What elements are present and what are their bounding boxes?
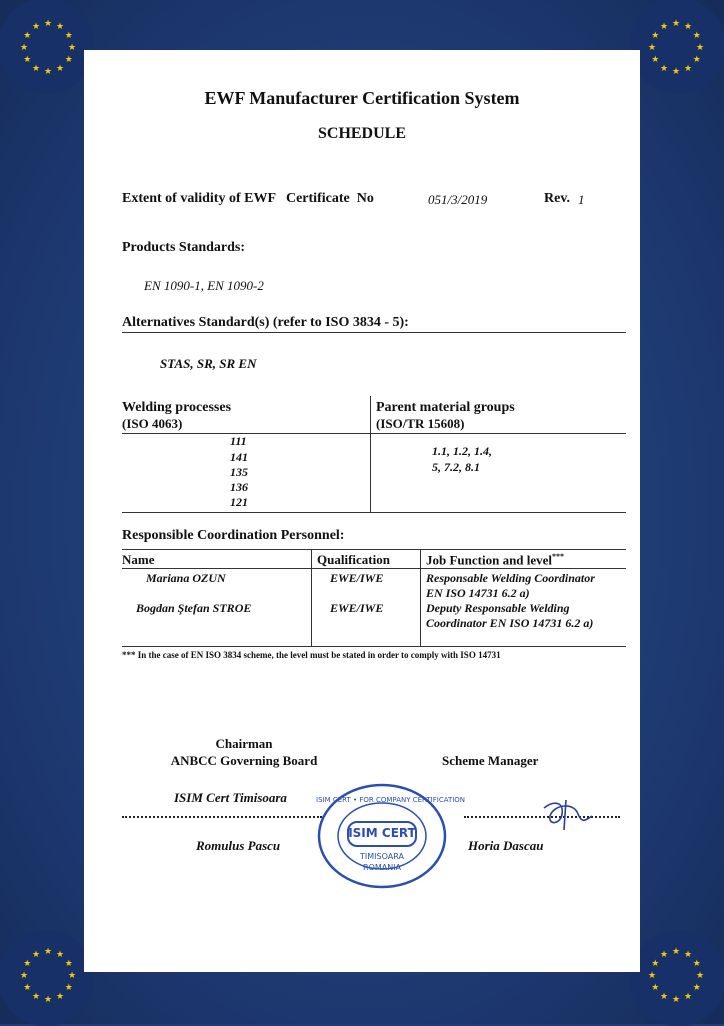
star-icon: ★ (32, 950, 41, 961)
certificate-label: Extent of validity of EWF Certificate No (122, 191, 374, 206)
star-icon: ★ (672, 995, 681, 1005)
personnel-column-divider (311, 550, 312, 646)
star-icon: ★ (23, 31, 32, 41)
process-code: 135 (230, 465, 248, 479)
process-code: 141 (230, 450, 248, 464)
products-heading: Products Standards: (122, 240, 246, 255)
person-name: Bogdan Ştefan STROE (136, 601, 252, 615)
chairman-title: Chairman (215, 736, 273, 751)
eu-stars-icon (636, 8, 716, 88)
star-icon: ★ (692, 959, 701, 969)
document-title: EWF Manufacturer Certification System (204, 88, 520, 108)
star-icon: ★ (56, 22, 65, 33)
document-subtitle: SCHEDULE (317, 125, 407, 142)
star-icon: ★ (684, 22, 693, 33)
table-header-divider (122, 433, 626, 434)
star-icon: ★ (20, 43, 29, 53)
person-job: Coordinator EN ISO 14731 6.2 a) (426, 616, 594, 630)
chairman-name: Romulus Pascu (196, 838, 281, 853)
stamp-country: ROMANIA (362, 863, 402, 872)
stamp-center-text: ISIM CERT (348, 826, 416, 840)
star-icon: ★ (672, 947, 681, 957)
star-icon: ★ (44, 947, 53, 957)
person-job: Responsable Welding Coordinator (426, 571, 595, 585)
star-icon: ★ (56, 991, 65, 1002)
stamp-city: TIMISOARA (360, 852, 404, 861)
manager-name: Horia Dascau (468, 838, 544, 853)
certificate-number: 051/3/2019 (428, 192, 488, 207)
personnel-column-divider (420, 550, 421, 646)
eu-stars-icon (636, 936, 716, 1016)
star-icon: ★ (672, 19, 681, 29)
star-icon: ★ (20, 971, 29, 981)
star-icon: ★ (648, 43, 657, 53)
star-icon: ★ (44, 995, 53, 1005)
eu-stars-icon (8, 8, 88, 88)
material-groups: 1.1, 1.2, 1.4, (432, 444, 492, 458)
star-icon: ★ (32, 991, 41, 1002)
alternatives-value: STAS, SR, SR EN (160, 356, 257, 371)
star-icon: ★ (64, 959, 73, 969)
star-icon: ★ (684, 63, 693, 74)
material-groups: 5, 7.2, 8.1 (432, 460, 480, 474)
star-icon: ★ (68, 971, 77, 981)
star-icon: ★ (23, 55, 32, 65)
revision-label: Rev. (544, 191, 571, 206)
star-icon: ★ (68, 43, 77, 53)
job-column-footnote-mark: *** (552, 552, 565, 561)
star-icon: ★ (692, 55, 701, 65)
process-code: 121 (230, 495, 248, 509)
processes-column-title: Welding processes (122, 400, 232, 415)
products-value: EN 1090-1, EN 1090-2 (144, 278, 264, 293)
divider (122, 549, 626, 550)
star-icon: ★ (64, 983, 73, 993)
alternatives-heading: Alternatives Standard(s) (refer to ISO 3834 - 5): (122, 315, 409, 330)
star-icon: ★ (660, 22, 669, 33)
star-icon: ★ (56, 950, 65, 961)
materials-column-title: Parent material groups (376, 400, 515, 415)
star-icon: ★ (692, 983, 701, 993)
scheme-manager-title: Scheme Manager (442, 753, 539, 768)
person-qualification: EWE/IWE (330, 601, 384, 615)
person-job: Deputy Responsable Welding (426, 601, 570, 615)
chairman-board: ANBCC Governing Board (170, 753, 318, 768)
star-icon: ★ (64, 31, 73, 41)
personnel-heading: Responsible Coordination Personnel: (122, 528, 345, 543)
eu-stars-icon (8, 936, 88, 1016)
column-header-name: Name (122, 552, 155, 567)
revision-value: 1 (578, 192, 585, 207)
table-bottom-divider (122, 512, 626, 513)
star-icon: ★ (660, 950, 669, 961)
star-icon: ★ (32, 63, 41, 74)
star-icon: ★ (648, 971, 657, 981)
process-code: 111 (230, 434, 247, 448)
star-icon: ★ (23, 983, 32, 993)
star-icon: ★ (692, 31, 701, 41)
job-column-label: Job Function and level (426, 552, 553, 568)
star-icon: ★ (672, 67, 681, 77)
divider (122, 332, 626, 333)
star-icon: ★ (651, 959, 660, 969)
star-icon: ★ (32, 22, 41, 33)
star-icon: ★ (684, 991, 693, 1002)
company-stamp (316, 782, 466, 890)
organization-name: ISIM Cert Timisoara (174, 790, 287, 805)
column-header-job (426, 552, 564, 568)
processes-column-subtitle: (ISO 4063) (122, 416, 183, 431)
materials-column-subtitle: (ISO/TR 15608) (376, 416, 465, 431)
column-header-qualification: Qualification (317, 552, 390, 567)
person-job: EN ISO 14731 6.2 a) (426, 586, 530, 600)
footnote: *** In the case of EN ISO 3834 scheme, the level must be stated in order to comply with ISO 14731 (122, 650, 501, 660)
star-icon: ★ (56, 63, 65, 74)
person-qualification: EWE/IWE (330, 571, 384, 585)
star-icon: ★ (64, 55, 73, 65)
star-icon: ★ (651, 55, 660, 65)
personnel-header-divider (122, 568, 626, 569)
star-icon: ★ (44, 19, 53, 29)
star-icon: ★ (684, 950, 693, 961)
personnel-bottom-divider (122, 646, 626, 647)
star-icon: ★ (651, 983, 660, 993)
star-icon: ★ (696, 43, 705, 53)
star-icon: ★ (660, 63, 669, 74)
signature-line (122, 816, 322, 818)
process-code: 136 (230, 480, 248, 494)
star-icon: ★ (696, 971, 705, 981)
certificate-page (84, 50, 640, 972)
star-icon: ★ (660, 991, 669, 1002)
star-icon: ★ (23, 959, 32, 969)
star-icon: ★ (44, 67, 53, 77)
person-name: Mariana OZUN (146, 571, 226, 585)
star-icon: ★ (651, 31, 660, 41)
manager-signature (534, 790, 614, 840)
stamp-outer-text: ISIM CERT • FOR COMPANY CERTIFICATION (316, 796, 466, 804)
table-column-divider (370, 396, 371, 512)
